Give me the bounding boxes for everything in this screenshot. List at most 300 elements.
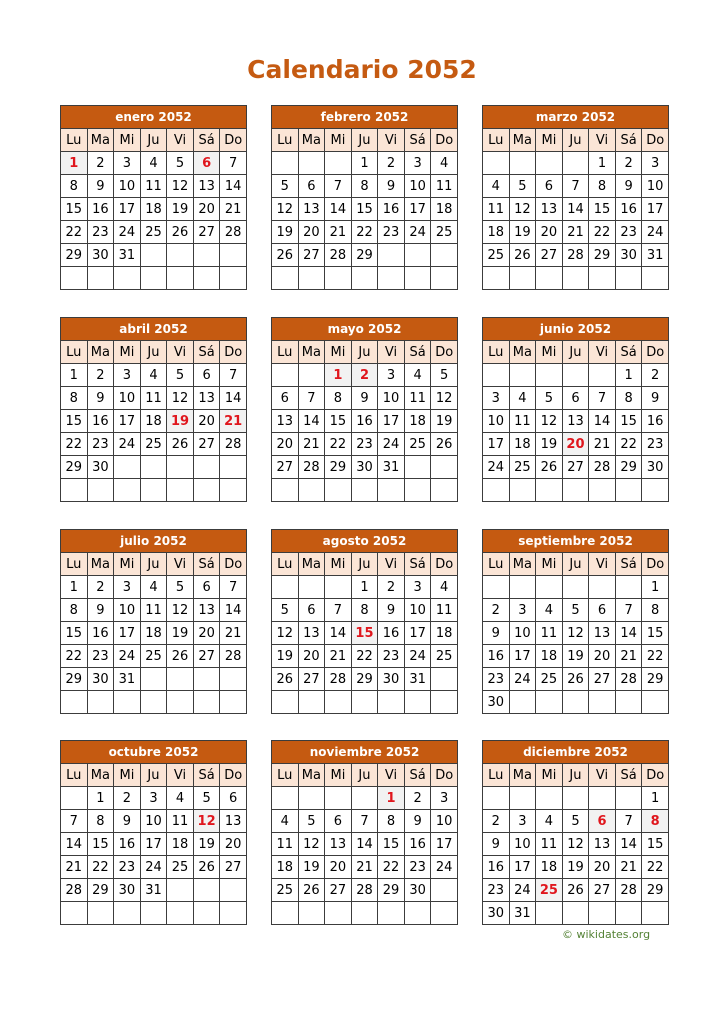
empty-cell <box>589 576 616 599</box>
day-cell: 27 <box>272 456 299 479</box>
day-cell: 15 <box>61 198 88 221</box>
empty-cell <box>61 787 88 810</box>
day-cell: 20 <box>562 433 589 456</box>
empty-cell <box>536 576 563 599</box>
day-cell: 6 <box>536 175 563 198</box>
day-cell: 23 <box>87 645 114 668</box>
empty-cell <box>167 479 194 502</box>
day-name: Sá <box>404 129 431 152</box>
day-cell: 16 <box>87 198 114 221</box>
day-cell: 17 <box>114 622 141 645</box>
week-row <box>483 833 669 856</box>
week-row <box>61 244 247 267</box>
empty-cell <box>325 152 352 175</box>
day-cell: 3 <box>114 364 141 387</box>
day-name: Mi <box>114 764 141 787</box>
day-cell: 11 <box>431 599 458 622</box>
empty-cell <box>642 691 669 714</box>
empty-cell <box>562 787 589 810</box>
footer-credit: © wikidates.org <box>562 928 651 941</box>
day-cell: 27 <box>589 879 616 902</box>
day-cell: 24 <box>404 221 431 244</box>
day-cell: 19 <box>167 198 194 221</box>
empty-cell <box>167 691 194 714</box>
day-cell: 21 <box>351 856 378 879</box>
empty-cell <box>642 479 669 502</box>
day-cell: 17 <box>509 856 536 879</box>
empty-cell <box>615 902 642 925</box>
empty-cell <box>431 691 458 714</box>
day-name: Do <box>431 764 458 787</box>
day-cell: 26 <box>272 668 299 691</box>
day-cell: 31 <box>114 668 141 691</box>
day-cell: 18 <box>272 856 299 879</box>
day-cell: 2 <box>642 364 669 387</box>
day-cell: 25 <box>404 433 431 456</box>
page-title: Calendario 2052 <box>247 55 477 84</box>
day-cell: 24 <box>642 221 669 244</box>
day-cell: 20 <box>193 198 220 221</box>
day-cell: 19 <box>431 410 458 433</box>
empty-cell <box>298 787 325 810</box>
day-cell: 15 <box>351 198 378 221</box>
day-name: Ma <box>509 129 536 152</box>
empty-cell <box>509 152 536 175</box>
day-cell: 7 <box>615 599 642 622</box>
day-cell: 27 <box>193 221 220 244</box>
week-row <box>61 833 247 856</box>
day-name: Ma <box>509 553 536 576</box>
day-cell: 12 <box>509 198 536 221</box>
day-name: Lu <box>272 341 299 364</box>
day-cell: 23 <box>87 221 114 244</box>
day-cell: 5 <box>272 599 299 622</box>
day-cell: 19 <box>167 410 194 433</box>
empty-cell <box>220 691 247 714</box>
day-cell: 20 <box>298 645 325 668</box>
empty-cell <box>140 479 167 502</box>
day-cell: 5 <box>167 576 194 599</box>
day-name: Lu <box>61 129 88 152</box>
week-row <box>272 810 458 833</box>
day-cell: 19 <box>536 433 563 456</box>
day-cell: 29 <box>61 244 88 267</box>
week-row <box>483 787 669 810</box>
day-cell: 7 <box>220 364 247 387</box>
day-name: Vi <box>167 553 194 576</box>
day-cell: 29 <box>615 456 642 479</box>
empty-cell <box>431 267 458 290</box>
day-cell: 2 <box>615 152 642 175</box>
day-cell: 9 <box>615 175 642 198</box>
day-name: Ju <box>562 764 589 787</box>
day-cell: 16 <box>483 645 510 668</box>
day-cell: 17 <box>404 198 431 221</box>
day-cell: 25 <box>272 879 299 902</box>
day-cell: 5 <box>298 810 325 833</box>
empty-cell <box>378 902 405 925</box>
day-cell: 2 <box>87 364 114 387</box>
empty-cell <box>140 691 167 714</box>
day-cell: 3 <box>509 599 536 622</box>
week-row <box>483 267 669 290</box>
empty-cell <box>114 267 141 290</box>
day-cell: 25 <box>431 221 458 244</box>
day-cell: 23 <box>87 433 114 456</box>
day-cell: 19 <box>272 645 299 668</box>
day-cell: 4 <box>140 364 167 387</box>
day-cell: 4 <box>140 152 167 175</box>
empty-cell <box>431 479 458 502</box>
empty-cell <box>325 691 352 714</box>
day-cell: 13 <box>589 833 616 856</box>
day-name: Sá <box>404 553 431 576</box>
empty-cell <box>351 691 378 714</box>
day-cell: 15 <box>378 833 405 856</box>
day-cell: 24 <box>509 668 536 691</box>
day-cell: 2 <box>87 152 114 175</box>
day-name: Ma <box>509 341 536 364</box>
day-cell: 13 <box>298 622 325 645</box>
empty-cell <box>562 267 589 290</box>
empty-cell <box>536 364 563 387</box>
day-cell: 7 <box>298 387 325 410</box>
empty-cell <box>404 691 431 714</box>
day-cell: 21 <box>615 645 642 668</box>
day-name: Sá <box>193 129 220 152</box>
day-cell: 10 <box>642 175 669 198</box>
day-cell: 27 <box>193 433 220 456</box>
empty-cell <box>536 267 563 290</box>
day-cell: 23 <box>615 221 642 244</box>
empty-cell <box>325 576 352 599</box>
day-cell: 5 <box>562 599 589 622</box>
day-name: Do <box>220 553 247 576</box>
empty-cell <box>272 902 299 925</box>
day-cell: 16 <box>642 410 669 433</box>
day-cell: 4 <box>509 387 536 410</box>
day-cell: 21 <box>325 221 352 244</box>
week-row <box>483 668 669 691</box>
day-cell: 30 <box>87 244 114 267</box>
day-cell: 10 <box>509 833 536 856</box>
day-cell: 29 <box>351 668 378 691</box>
empty-cell <box>562 152 589 175</box>
day-cell: 18 <box>483 221 510 244</box>
empty-cell <box>483 152 510 175</box>
empty-cell <box>272 479 299 502</box>
day-name: Lu <box>272 553 299 576</box>
empty-cell <box>509 267 536 290</box>
day-cell: 18 <box>431 622 458 645</box>
day-name: Vi <box>589 341 616 364</box>
day-cell: 10 <box>404 175 431 198</box>
day-cell: 14 <box>562 198 589 221</box>
day-cell: 8 <box>61 599 88 622</box>
day-cell: 4 <box>272 810 299 833</box>
day-cell: 22 <box>615 433 642 456</box>
week-row <box>272 668 458 691</box>
day-name: Sá <box>193 553 220 576</box>
day-cell: 9 <box>87 599 114 622</box>
day-name: Sá <box>615 764 642 787</box>
empty-cell <box>431 244 458 267</box>
day-name: Vi <box>589 129 616 152</box>
day-cell: 27 <box>220 856 247 879</box>
day-name: Ju <box>140 129 167 152</box>
day-cell: 24 <box>140 856 167 879</box>
day-cell: 22 <box>351 645 378 668</box>
empty-cell <box>193 244 220 267</box>
day-cell: 10 <box>140 810 167 833</box>
empty-cell <box>351 787 378 810</box>
empty-cell <box>536 152 563 175</box>
day-cell: 12 <box>193 810 220 833</box>
day-cell: 30 <box>615 244 642 267</box>
month-table <box>482 529 669 714</box>
day-name: Vi <box>167 341 194 364</box>
day-name: Ju <box>562 341 589 364</box>
day-name: Ma <box>509 764 536 787</box>
empty-cell <box>167 879 194 902</box>
day-cell: 1 <box>378 787 405 810</box>
day-name: Do <box>431 341 458 364</box>
day-cell: 6 <box>193 576 220 599</box>
empty-cell <box>351 902 378 925</box>
day-cell: 17 <box>114 410 141 433</box>
day-cell: 10 <box>114 599 141 622</box>
day-name: Mi <box>325 129 352 152</box>
day-cell: 23 <box>351 433 378 456</box>
day-cell: 3 <box>642 152 669 175</box>
day-cell: 13 <box>193 175 220 198</box>
day-cell: 18 <box>167 833 194 856</box>
day-cell: 29 <box>351 244 378 267</box>
day-name: Ju <box>351 553 378 576</box>
day-cell: 17 <box>431 833 458 856</box>
day-name: Lu <box>483 341 510 364</box>
week-row <box>483 175 669 198</box>
day-cell: 1 <box>351 576 378 599</box>
day-cell: 28 <box>615 668 642 691</box>
week-row <box>61 902 247 925</box>
empty-cell <box>536 691 563 714</box>
empty-cell <box>193 902 220 925</box>
day-cell: 31 <box>404 668 431 691</box>
day-cell: 4 <box>431 576 458 599</box>
empty-cell <box>483 576 510 599</box>
day-cell: 3 <box>404 152 431 175</box>
month-title: noviembre 2052 <box>272 741 458 764</box>
day-cell: 9 <box>351 387 378 410</box>
day-cell: 26 <box>536 456 563 479</box>
day-cell: 20 <box>193 410 220 433</box>
day-cell: 21 <box>589 433 616 456</box>
month-title: enero 2052 <box>61 106 247 129</box>
day-cell: 15 <box>589 198 616 221</box>
week-row <box>483 810 669 833</box>
day-cell: 11 <box>483 198 510 221</box>
day-cell: 31 <box>509 902 536 925</box>
empty-cell <box>404 456 431 479</box>
day-cell: 21 <box>298 433 325 456</box>
day-name: Ma <box>298 129 325 152</box>
empty-cell <box>167 244 194 267</box>
empty-cell <box>483 364 510 387</box>
empty-cell <box>87 267 114 290</box>
week-row <box>272 645 458 668</box>
empty-cell <box>589 364 616 387</box>
day-cell: 26 <box>193 856 220 879</box>
day-cell: 20 <box>193 622 220 645</box>
week-row <box>272 198 458 221</box>
day-name: Sá <box>615 341 642 364</box>
day-cell: 13 <box>589 622 616 645</box>
week-row <box>272 479 458 502</box>
empty-cell <box>325 902 352 925</box>
day-cell: 31 <box>378 456 405 479</box>
day-cell: 14 <box>220 387 247 410</box>
empty-cell <box>220 479 247 502</box>
empty-cell <box>87 479 114 502</box>
month-title: junio 2052 <box>483 318 669 341</box>
day-cell: 1 <box>61 152 88 175</box>
day-cell: 12 <box>431 387 458 410</box>
day-cell: 7 <box>589 387 616 410</box>
day-cell: 21 <box>615 856 642 879</box>
empty-cell <box>114 902 141 925</box>
day-cell: 28 <box>351 879 378 902</box>
day-cell: 25 <box>140 433 167 456</box>
empty-cell <box>536 479 563 502</box>
empty-cell <box>509 787 536 810</box>
week-row <box>61 668 247 691</box>
empty-cell <box>378 267 405 290</box>
day-name: Do <box>642 764 669 787</box>
month-title: septiembre 2052 <box>483 530 669 553</box>
day-cell: 26 <box>167 433 194 456</box>
day-cell: 23 <box>378 221 405 244</box>
day-cell: 28 <box>325 668 352 691</box>
day-cell: 4 <box>536 599 563 622</box>
day-cell: 29 <box>642 879 669 902</box>
day-cell: 28 <box>589 456 616 479</box>
day-name: Sá <box>193 341 220 364</box>
month-table <box>60 529 247 714</box>
day-cell: 30 <box>483 902 510 925</box>
day-cell: 26 <box>298 879 325 902</box>
day-cell: 24 <box>114 433 141 456</box>
empty-cell <box>589 691 616 714</box>
day-cell: 29 <box>61 456 88 479</box>
empty-cell <box>298 364 325 387</box>
day-cell: 27 <box>298 668 325 691</box>
day-cell: 9 <box>87 175 114 198</box>
empty-cell <box>167 456 194 479</box>
day-cell: 10 <box>509 622 536 645</box>
day-cell: 27 <box>562 456 589 479</box>
day-cell: 8 <box>642 810 669 833</box>
month-title: julio 2052 <box>61 530 247 553</box>
day-cell: 4 <box>404 364 431 387</box>
day-cell: 1 <box>61 576 88 599</box>
day-cell: 14 <box>615 622 642 645</box>
week-row <box>272 902 458 925</box>
empty-cell <box>298 152 325 175</box>
day-cell: 23 <box>404 856 431 879</box>
week-row <box>272 622 458 645</box>
day-cell: 6 <box>589 810 616 833</box>
day-cell: 8 <box>351 175 378 198</box>
day-cell: 24 <box>404 645 431 668</box>
day-name: Vi <box>589 553 616 576</box>
day-cell: 9 <box>114 810 141 833</box>
day-name: Mi <box>325 764 352 787</box>
empty-cell <box>509 691 536 714</box>
day-cell: 5 <box>562 810 589 833</box>
day-cell: 2 <box>87 576 114 599</box>
week-row <box>272 267 458 290</box>
day-name: Do <box>220 341 247 364</box>
day-cell: 23 <box>483 668 510 691</box>
day-cell: 19 <box>193 833 220 856</box>
month-title: agosto 2052 <box>272 530 458 553</box>
day-cell: 14 <box>325 622 352 645</box>
day-cell: 15 <box>351 622 378 645</box>
empty-cell <box>404 902 431 925</box>
day-cell: 18 <box>509 433 536 456</box>
month-table <box>271 529 458 714</box>
empty-cell <box>509 364 536 387</box>
day-cell: 26 <box>509 244 536 267</box>
day-cell: 11 <box>536 622 563 645</box>
day-cell: 17 <box>509 645 536 668</box>
month-table <box>482 105 669 290</box>
week-row <box>272 152 458 175</box>
day-cell: 8 <box>87 810 114 833</box>
day-cell: 20 <box>298 221 325 244</box>
day-cell: 26 <box>272 244 299 267</box>
week-row <box>61 879 247 902</box>
day-cell: 15 <box>61 622 88 645</box>
day-cell: 27 <box>193 645 220 668</box>
empty-cell <box>589 902 616 925</box>
day-cell: 7 <box>325 599 352 622</box>
week-row <box>483 387 669 410</box>
day-cell: 17 <box>483 433 510 456</box>
empty-cell <box>378 479 405 502</box>
week-row <box>61 456 247 479</box>
day-cell: 19 <box>298 856 325 879</box>
day-cell: 9 <box>483 622 510 645</box>
day-cell: 18 <box>404 410 431 433</box>
day-name: Do <box>431 553 458 576</box>
empty-cell <box>431 879 458 902</box>
empty-cell <box>615 787 642 810</box>
empty-cell <box>298 576 325 599</box>
day-cell: 16 <box>87 622 114 645</box>
day-name: Sá <box>615 553 642 576</box>
week-row <box>483 599 669 622</box>
week-row <box>61 175 247 198</box>
week-row <box>61 599 247 622</box>
day-cell: 15 <box>87 833 114 856</box>
day-cell: 16 <box>114 833 141 856</box>
empty-cell <box>220 902 247 925</box>
week-row <box>272 456 458 479</box>
week-row <box>483 221 669 244</box>
month-table <box>60 740 247 925</box>
